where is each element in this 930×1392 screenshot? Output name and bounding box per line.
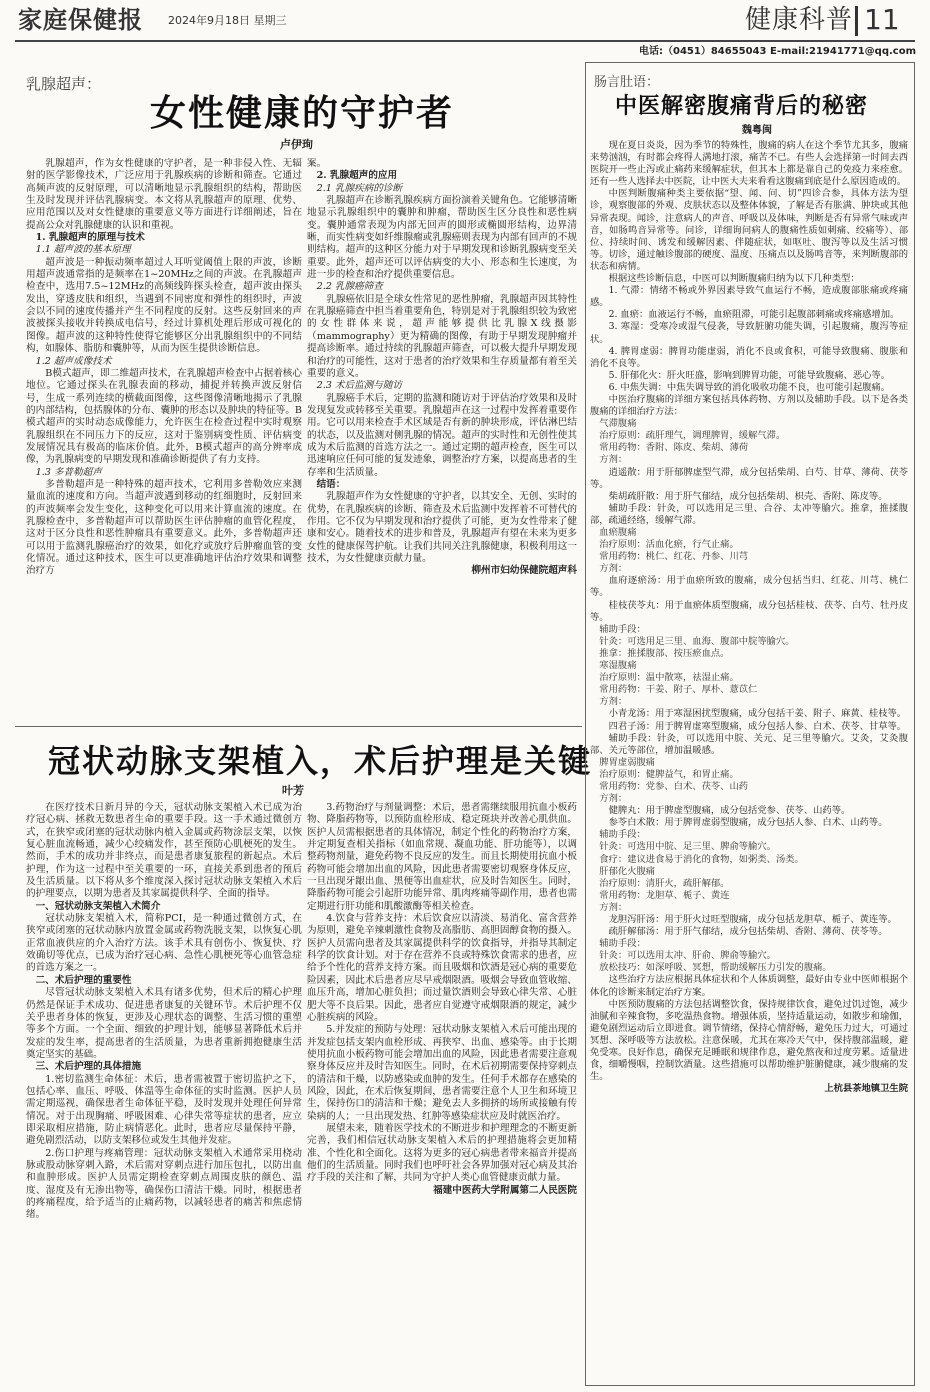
- list-line: 针灸：可选用足三里、血海、腹部中脘等腧穴。: [599, 635, 795, 647]
- list-line: 常用药物：龙胆草、栀子、黄连: [599, 889, 730, 901]
- list-line: 方剂：: [599, 696, 628, 708]
- list-line: 推拿：推揉腹部、按压瘀血点。: [599, 647, 730, 659]
- list-line: 辅助手段：: [599, 938, 646, 950]
- paragraph: 柴胡疏肝散：用于肝气郁结，成分包括柴胡、枳壳、香附、陈皮等。: [608, 490, 888, 502]
- paragraph: 3.药物治疗与剂量调整：术后，患者需继续服用抗血小板药物、降脂药物等，以预防血栓形成、稳定斑块并改善心肌供血。医护人员需根据患者的具体情况，制定个性化的药物治疗方案，并定期复查相关指标（如血常规、凝血功能、肝功能等），以调整药物剂量，避免药物不良反应的发生。而且长期使用抗血小板药物可能会增加出血的风险，因此患者需要密切观察身体反应，一旦出现牙龈出血、黑便等出血症状，应及时告知医生。同时，降脂药物可能会引起肝功能异常、肌肉疼痛等副作用，患者也需定期进行肝功能和肌酸激酶等相关检查。: [307, 802, 577, 912]
- affiliation-signature: 柳州市妇幼保健院超声科: [471, 565, 577, 577]
- subsection-heading: 2.3 术后监测与随访: [316, 380, 403, 392]
- subsection-heading: 1.2 超声成像技术: [35, 355, 112, 367]
- paragraph: 乳腺癌手术后，定期的监测和随访对于评估治疗效果和及时发现复发或转移至关重要。乳腺超声在这一过程中发挥着重要作用。它可以用来检查手术区域是否有新的肿块形成，评估淋巴结的状态，以及监测对侧乳腺的情况。超声的实时性和无创性使其成为术后监测的首选方法之一。通过定期的超声检查，医生可以迅速响应任何可能的复发迹象，调整治疗方案，以提高患者的生存率和生活质量。: [307, 392, 577, 478]
- subsection-heading: 2.2 乳腺癌筛查: [316, 281, 383, 293]
- article-divider: [15, 726, 582, 727]
- article2-column-2: [307, 802, 577, 1386]
- paragraph: 尽管冠状动脉支架植入术具有诸多优势，但术后的精心护理仍然是保证手术成功、促进患者康复的关键环节。术后护理不仅关乎患者身体的恢复，更涉及心理状态的调整、生活习惯的重塑等多个方面。一个全面、细致的护理计划，能够显著降低术后并发症的发生率，提高患者的生活质量，为患者重新拥抱健康生活奠定坚实的基础。: [26, 987, 302, 1060]
- paragraph: 龙胆泻肝汤：用于肝火过旺型腹痛，成分包括龙胆草、栀子、黄连等。: [608, 914, 897, 925]
- list-line: 脾胃虚弱腹痛: [599, 756, 656, 768]
- section-heading: 三、术后护理的具体措施: [35, 1061, 142, 1073]
- paragraph: 逍遥散：用于肝郁脾虚型气滞，成分包括柴胡、白芍、甘草、薄荷、茯苓等。: [590, 466, 908, 490]
- article2-title: 冠状动脉支架植入，术后护理是关键: [48, 742, 593, 780]
- paragraph: 案。: [307, 158, 327, 169]
- article1-title: 女性健康的守护者: [150, 92, 455, 134]
- list-line: 治疗原则：健脾益气，和胃止痛。: [599, 768, 739, 780]
- paragraph: B模式超声，即二维超声技术，在乳腺超声检查中占据着核心地位。它通过探头在乳腺表面的移动，捕捉并转换声波反射信号，生成一系列连续的横截面图像，这些图像清晰地揭示了乳腺的内部结构，包括腺体的分布、囊肿的形态以及肿块的特征等。B模式超声的实时动态成像能力，允许医生在检查过程中实时观察乳腺组织在不同压力下的反应，这对于鉴别病变性质、评估病变发展情况具有极高的临床价值。此外，B模式超声的高分辨率成像，为乳腺病变的早期发现和准确诊断提供了有力支持。: [26, 367, 302, 466]
- paragraph: 乳腺超声，作为女性健康的守护者，是一种非侵入性、无辐射的医学影像技术，广泛应用于乳腺疾病的诊断和筛查。它通过高频声波的反射原理，可以清晰地显示乳腺组织的结构，帮助医生及时发现并评估乳腺病变。本文将从乳腺超声的原理、优势、应用范围以及对女性健康的重要意义等方面进行详细阐述，旨在提高公众对乳腺健康的认识和重视。: [26, 158, 302, 231]
- page-number: 11: [864, 3, 900, 36]
- subsection-heading: 1.3 多普勒超声: [35, 466, 102, 478]
- paragraph: 4.饮食与营养支持：术后饮食应以清淡、易消化、富含营养为原则，避免辛辣刺激性食物及高脂肪、高胆固醇食物的摄入。医护人员需向患者及其家属提供科学的饮食指导，并指导其制定科学的饮食计划。对于存在营养不良或特殊饮食需求的患者，应给予个性化的营养支持方案。而且吸烟和饮酒是冠心病的重要危险因素，因此术后患者应尽早戒烟限酒。吸烟会导致血管收缩、血压升高，增加心脏负担；而过量饮酒则会导致心律失常、心脏肥大等不良后果。因此，患者应自觉遵守戒烟限酒的规定，减少心脏疾病的风险。: [307, 913, 577, 1023]
- list-line: 食疗：建议进食易于消化的食物，如粥类、汤类。: [599, 853, 804, 865]
- section-heading: 一、冠状动脉支架植入术简介: [35, 900, 161, 912]
- paragraph: 多普勒超声是一种特殊的超声技术，它利用多普勒效应来测量血流的速度和方向。当超声波遇到移动的红细胞时，反射回来的声波频率会发生变化，这种变化可以用来计算血流的速度。在乳腺检查中，多普勒超声可以帮助医生评估肿瘤的血管化程度，这对于区分良性和恶性肿瘤具有重要意义。此外，多普勒超声还可以用于监测乳腺癌治疗的效果，如化疗或放疗后肿瘤血管的变化情况。通过这种技术，医生可以更准确地评估治疗效果和调整治疗方: [26, 478, 302, 577]
- list-line: 方剂：: [599, 563, 628, 575]
- paragraph: 桂枝茯苓丸：用于血瘀体质型腹痛，成分包括桂枝、茯苓、白芍、牡丹皮等。: [590, 599, 908, 623]
- paragraph: 展望未来，随着医学技术的不断进步和护理理念的不断更新完善，我们相信冠状动脉支架植入术后的护理措施将会更加精准、个性化和全面化。这将为更多的冠心病患者带来福音并提高他们的生活质量。同时我们也呼吁社会各界加强对冠心病及其治疗手段的关注和了解，共同为守护人类心血管健康贡献力量。: [307, 1122, 577, 1184]
- section-name: 健康科普: [745, 5, 854, 35]
- list-line: 寒湿腹痛: [599, 660, 637, 672]
- header-separator: [855, 6, 858, 36]
- article3-title: 中医解密腹痛背后的秘密: [615, 93, 869, 119]
- paragraph: 在医疗技术日新月异的今天，冠状动脉支架植入术已成为治疗冠心病、拯救无数患者生命的重要手段。这一手术通过微创方式，在狭窄或闭塞的冠状动脉内植入金属或药物涂层支架，以恢复心脏血流畅通，减少心绞痛发作，甚至预防心肌梗死的发生。然而，手术的成功并非终点，而是患者康复旅程的新起点。术后护理，作为这一过程中至关重要的一环，直接关系到患者的预后及生活质量。以下将从多个维度深入探讨冠状动脉支架植入术后的护理要点，以期为患者及其家属提供科学、全面的指导。: [26, 802, 302, 900]
- list-line: 肝郁化火腹痛: [599, 865, 656, 877]
- paragraph: 中医治疗腹痛的详细方案包括具体药物、方剂以及辅助手段。以下是各类腹痛的详细治疗方法：: [590, 393, 908, 418]
- list-line: 治疗原则：活血化瘀，行气止痛。: [599, 539, 739, 551]
- paragraph: 疏肝解郁汤：用于肝气郁结，成分包括柴胡、香附、薄荷、茯苓等。: [608, 926, 888, 938]
- paragraph: 根据这些诊断信息，中医可以判断腹痛归纳为以下几种类型：: [608, 273, 860, 285]
- article1-tag: 乳腺超声：: [26, 75, 102, 93]
- paragraph: 2. 血瘀：血液运行不畅，血瘀阻滞，可能引起腹部刺痛或疼痛感增加。: [608, 309, 900, 321]
- paragraph: 乳腺超声作为女性健康的守护者，以其安全、无创、实时的优势，在乳腺疾病的诊断、筛查及术后监测中发挥着不可替代的作用。它不仅为早期发现和治疗提供了可能，更为女性带来了健康和安心。随着技术的进步和普及，乳腺超声有望在未来为更多女性的健康保驾护航。让我们共同关注乳腺健康，积极利用这一技术，为女性健康贡献力量。: [307, 491, 577, 564]
- list-line: 放松技巧：如深呼吸、冥想，帮助缓解压力引发的腹痛。: [599, 962, 832, 974]
- section-heading: 1. 乳腺超声的原理与技术: [35, 232, 145, 244]
- article1-column-1: [26, 158, 302, 716]
- issue-date: 2024年9月18日 星期三: [168, 14, 287, 27]
- list-line: 方剂：: [599, 454, 628, 466]
- paragraph: 4. 脾胃虚弱：脾胃功能虚弱，消化不良或食积，可能导致腹痛、腹胀和消化不良等。: [590, 345, 908, 369]
- paragraph: 5.并发症的预防与处理：冠状动脉支架植入术后可能出现的并发症包括支架内血栓形成、再狭窄、出血、感染等。由于长期使用抗血小板药物可能会增加出血的风险，因此患者需要注意观察身体反应并及时告知医生。同时，在术后初期需要保持穿刺点的清洁和干燥，以防感染或血肿的发生。任何手术都存在感染的风险，因此，在术后恢复期间，患者需要注意个人卫生和环境卫生，保持伤口的清洁和干燥；避免去人多拥挤的场所或接触有传染病的人；一旦出现发热、红肿等感染症状应及时就医治疗。: [307, 1024, 577, 1122]
- list-line: 辅助手段：: [599, 623, 646, 635]
- list-line: 治疗原则：清肝火，疏肝解郁。: [599, 877, 730, 889]
- list-line: 治疗原则：温中散寒，祛湿止痛。: [599, 672, 739, 684]
- paragraph: 1. 气滞：情绪不畅或外界因素导致气血运行不畅，造成腹部胀痛或疼痛感。: [590, 285, 908, 309]
- list-line: 常用药物：党参、白术、茯苓、山药: [599, 780, 749, 792]
- paragraph: 6. 中焦失调：中焦失调导致的消化吸收功能不良，也可能引起腹痛。: [608, 381, 891, 393]
- article1-author: 卢伊珣: [280, 138, 313, 151]
- paragraph: 辅助手段：针灸，可以选用足三里、合谷、太冲等腧穴。推拿，推揉腹部，疏通经络，缓解气滞。: [590, 502, 908, 526]
- paragraph: 中医判断腹痛种类主要依据“望、闻、问、切”四诊合参，具体方法为望诊，观察腹部的外观、皮肤状态以及整体体貌，了解是否有胀满、肿块或其他异常表现。闻诊，注意病人的声音、呼吸以及体味，判断是否有异常气味或声音，如肠鸣音异常等。问诊，详细询问病人的腹痛性质如刺痛、绞痛等）、部位、持续时间、诱发和缓解因素、伴随症状，如呕吐、腹泻等以及生活习惯等。切诊，通过触诊腹部的硬度、温度、压痛点以及肠鸣音等，来判断腹部的状态和病情。: [590, 188, 908, 272]
- newspaper-name: 家庭保健报: [18, 5, 143, 34]
- article2-author: 叶芳: [282, 784, 304, 797]
- section-heading: 结语：: [316, 478, 346, 490]
- paragraph: 中医预防腹痛的方法包括调整饮食，保持规律饮食，避免过饥过饱，减少油腻和辛辣食物，多吃温热食物。增强体质，坚持适量运动，如散步和瑜伽，避免剧烈运动后立即进食。调节情绪，保持心情舒畅，避免压力过大，可通过冥想、深呼吸等方法放松。注意保暖，尤其在寒冷天气中，保持腹部温暖，避免受寒。良好作息，确保充足睡眠和规律作息，避免熬夜和过度劳累。适量进食，细嚼慢咽，控制饮酒量。这些措施可以帮助维护脏腑健康，减少腹痛的发生。: [590, 998, 908, 1083]
- affiliation-signature: 福建中医药大学附属第二人民医院: [433, 1184, 577, 1196]
- affiliation-signature: 上杭县茶地镇卫生院: [824, 1083, 908, 1095]
- section-heading: 2. 乳腺超声的应用: [316, 170, 398, 182]
- paragraph: 乳腺癌依旧是全球女性常见的恶性肿瘤，乳腺超声因其特性在乳腺癌筛查中担当着重要角色，特别是对于乳腺组织较为致密的女性群体来说，超声能够提供比乳腺X线摄影（mammography）更为精确的图像，有助于早期发现肿瘤并提高诊断率。通过持续的乳腺超声筛查，可以极大提升早期发现和治疗的可能性，这对于患者的治疗效果和生存质量都有着至关重要的意义。: [307, 293, 577, 379]
- article3-body: [590, 140, 908, 1380]
- subsection-heading: 2.1 乳腺疾病的诊断: [316, 182, 403, 194]
- section-heading: 二、术后护理的重要性: [35, 974, 132, 986]
- paragraph: 四君子汤：用于脾胃虚寒型腹痛，成分包括人参、白术、茯苓、甘草等。: [608, 720, 907, 732]
- paragraph: 超声波是一种振动频率超过人耳听觉阈值上限的声波，诊断用超声波通常指的是频率在1~20MHz之间的声波。在乳腺超声检查中，选用7.5~12MHz的高频线阵探头检查，超声波由探头发出，穿透皮肤和组织，当遇到不同密度和弹性的组织时，声波会以不同的速度传播并产生不同程度的反射。这些反射回来的声波被探头接收并转换成电信号，经过计算机处理后形成可视化的图像。超声波的这种特性使得它能够区分出乳腺组织中的不同结构，如腺体、脂肪和囊肿等，从而为医生提供诊断信息。: [26, 256, 302, 355]
- list-line: 常用药物：干姜、附子、厚朴、薏苡仁: [599, 684, 758, 696]
- list-line: 常用药物：香附、陈皮、柴胡、薄荷: [599, 442, 749, 454]
- paragraph: 健脾丸：用于脾虚型腹痛，成分包括党参、茯苓、山药等。: [608, 805, 851, 817]
- paragraph: 现在夏日炎炎，因为季节的特殊性，腹痛的病人在这个季节尤其多，腹痛来势汹汹，有时都会疼得人满地打滚，痛苦不已。有些人会选择第一时间去西医院开一些止泻或止痛药来缓解症状，但其本上都是靠自己的免疫力来痊愈。还有一些人选择去中医院，让中医大夫来看看这腹痛到底是什么原因造成的。: [590, 140, 908, 188]
- paragraph: 5. 肝郁化火：肝火旺盛，影响到脾胃功能，可能导致腹痛、恶心等。: [608, 369, 891, 381]
- list-line: 方剂：: [599, 901, 628, 913]
- paragraph: 1.密切监测生命体征：术后，患者需被置于密切监护之下，包括心率、血压、呼吸、体温等生命体征的实时监测。医护人员需定期巡视，确保患者生命体征平稳，及时发现并处理任何异常情况。对于出现胸痛、呼吸困难、心律失常等症状的患者，应立即采取相应措施，防止病情恶化。此时，患者应尽量保持平静，避免剧烈活动，以防支架移位或发生其他并发症。: [26, 1073, 302, 1147]
- article1-column-2: [307, 158, 577, 716]
- paragraph: 小青龙汤：用于寒湿困扰型腹痛，成分包括干姜、附子、麻黄、桂枝等。: [608, 708, 907, 720]
- paragraph: 参苓白术散：用于脾胃虚弱型腹痛，成分包括人参、白术、山药等。: [608, 817, 888, 829]
- list-line: 治疗原则：疏肝理气，调理脾胃，缓解气滞。: [599, 430, 786, 442]
- list-line: 常用药物：桃仁、红花、丹参、川芎: [599, 551, 749, 563]
- paragraph: 2.伤口护理与疼痛管理：冠状动脉支架植入术通常采用桡动脉或股动脉穿刺入路，术后需对穿刺点进行加压包扎，以防出血和血肿形成。医护人员需定期检查穿刺点周围皮肤的颜色、温度、湿度及有无渗出物等，确保伤口清洁干燥。同时，根据患者的疼痛程度，给予适当的止痛药物，以减轻患者的痛苦和焦虑情绪。: [26, 1147, 302, 1221]
- list-line: 针灸：可选用中脘、足三里、脾俞等腧穴。: [599, 841, 776, 853]
- paragraph: 乳腺超声在诊断乳腺疾病方面扮演着关键角色。它能够清晰地显示乳腺组织中的囊肿和肿瘤，帮助医生区分良性和恶性病变。囊肿通常表现为内部无回声的圆形或椭圆形结构，边界清晰，而实性病变如纤维腺瘤或乳腺癌则表现为内部有回声的不规则结构。超声的这种区分能力对于早期发现和诊断乳腺病变至关重要。此外，超声还可以评估病变的大小、形态和生长速度，为进一步的检查和治疗提供重要信息。: [307, 195, 577, 281]
- article3-author: 魏粤闽: [742, 125, 772, 136]
- list-line: 气滞腹痛: [599, 418, 637, 430]
- paragraph: 这些治疗方法应根据具体症状和个人体质调整，最好由专业中医师根据个体化的诊断来制定治疗方案。: [590, 974, 908, 998]
- article2-column-1: [26, 802, 302, 1386]
- header-rule: [15, 40, 915, 42]
- subsection-heading: 1.1 超声波的基本原理: [35, 244, 131, 256]
- contact-info: 电话:（0451）84655043 E-mail:21941771@qq.com: [639, 46, 916, 57]
- list-line: 针灸：可以选用太冲、肝俞、脾俞等腧穴。: [599, 950, 776, 962]
- paragraph: 辅助手段：针灸，可以选用中脘、关元、足三里等腧穴。艾灸，艾灸腹部、关元等部位，增加温暖感。: [590, 732, 908, 756]
- list-line: 辅助手段：: [599, 829, 646, 841]
- paragraph: 3. 寒湿：受寒冷或湿气侵袭，导致脏腑功能失调，引起腹痛，腹泻等症状。: [590, 321, 908, 345]
- list-line: 方剂：: [599, 793, 628, 805]
- article3-tag: 肠言肚语：: [594, 75, 660, 90]
- list-line: 血瘀腹痛: [599, 527, 637, 538]
- paragraph: 冠状动脉支架植入术，简称PCI，是一种通过微创方式，在狭窄或闭塞的冠状动脉内放置金属或药物洗脱支架，以恢复心肌正常血液供应的介入治疗方法。该手术具有创伤小、恢复快、疗效确切等优点，已成为治疗冠心病、急性心肌梗死等心血管急症的首选方案之一。: [26, 913, 302, 974]
- paragraph: 血府逐瘀汤：用于血瘀所致的腹痛，成分包括当归、红花、川芎、桃仁等。: [590, 575, 908, 599]
